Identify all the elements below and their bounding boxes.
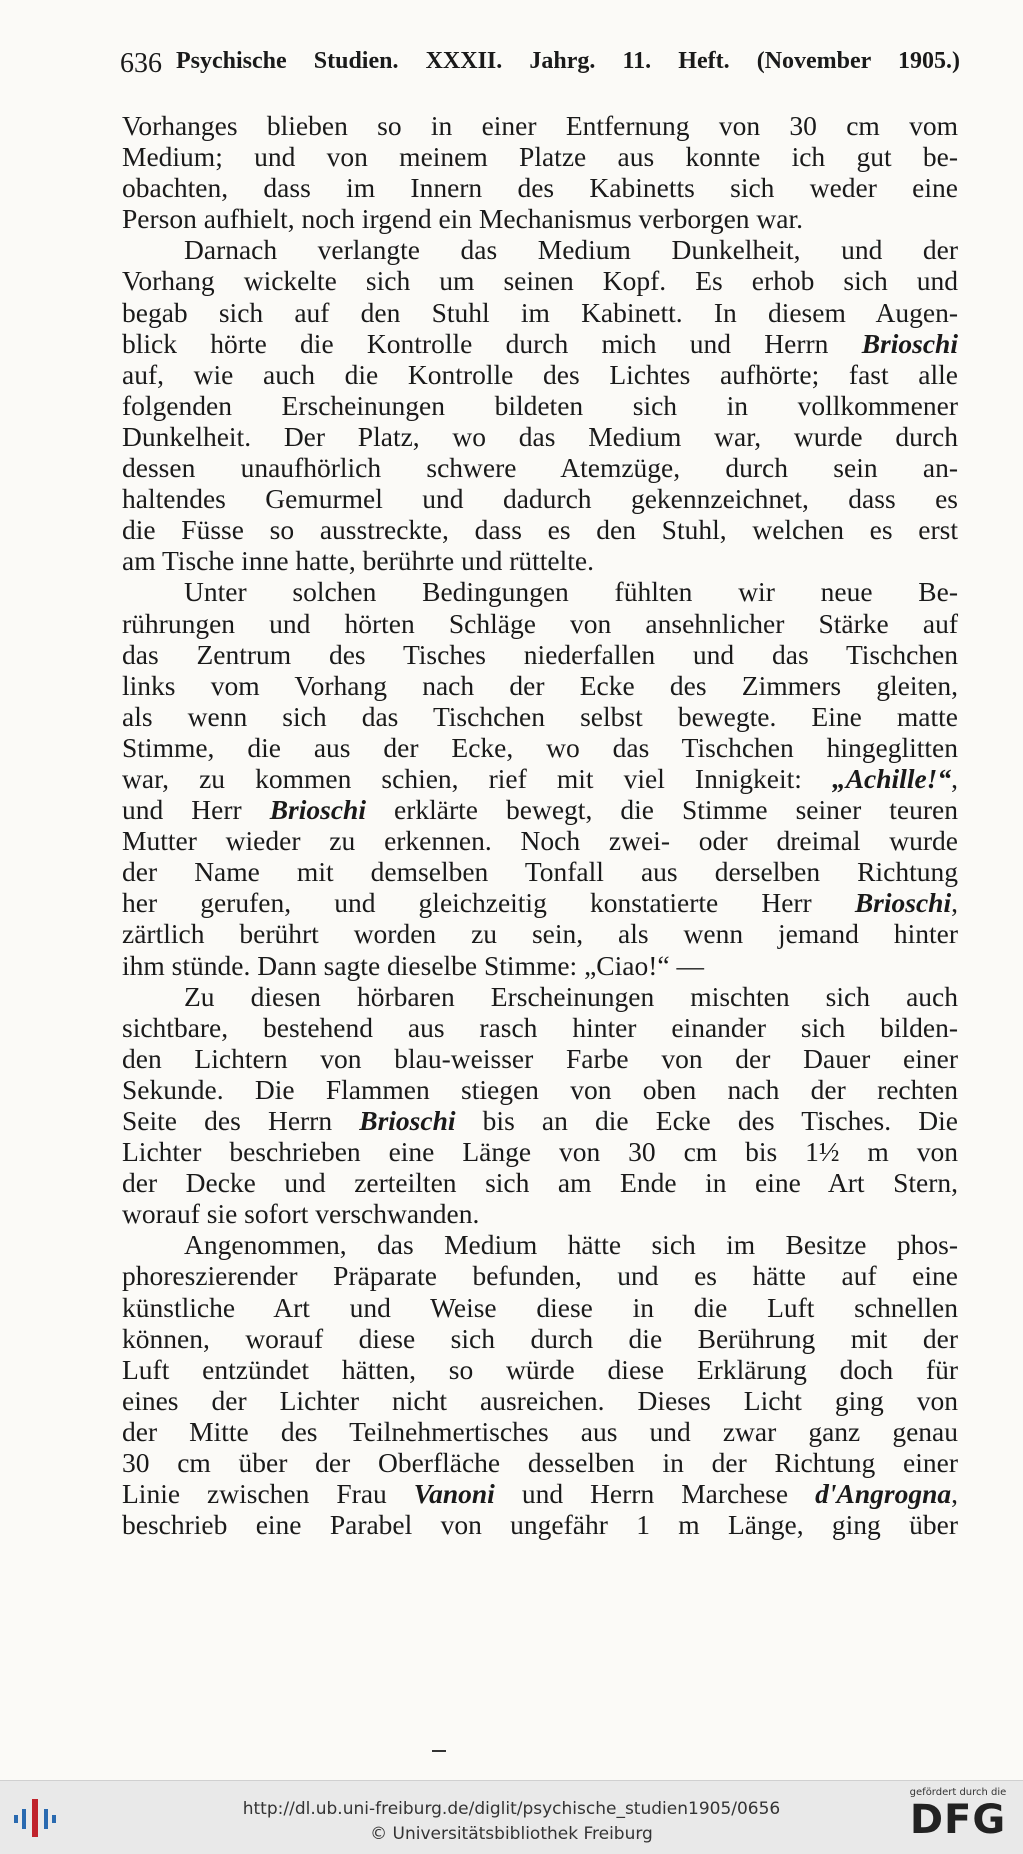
text-line <box>122 1447 958 1478</box>
text-line <box>122 203 958 234</box>
text-line <box>122 359 958 390</box>
source-url[interactable]: http://dl.ub.uni-freiburg.de/diglit/psychische_studien1905/0656 <box>242 1799 781 1819</box>
viewer-footer <box>0 1780 1023 1854</box>
text-line <box>122 1198 958 1229</box>
text-line <box>122 763 958 794</box>
text-line <box>122 1136 958 1167</box>
text-run: sichtbare, bestehend aus rasch hinter einander sich bilden- <box>122 1011 958 1043</box>
emphasized-name: „Achille!“ <box>831 762 952 794</box>
text-line <box>122 1167 958 1198</box>
text-run: phoreszierender Präparate befunden, und es hätte auf eine <box>122 1260 958 1292</box>
text-run: erklärte bewegt, die Stimme seiner teuren <box>366 794 959 826</box>
text-line <box>122 483 958 514</box>
text-run: her gerufen, und gleichzeitig konstatierte Herr <box>122 887 855 919</box>
text-line <box>122 1385 958 1416</box>
running-title: Psychische Studien. XXXII. Jahrg. 11. Heft. (November 1905.) <box>176 48 960 74</box>
text-run: die Füsse so ausstreckte, dass es den Stuhl, welchen es erst <box>122 514 958 546</box>
text-run: Sekunde. Die Flammen stiegen von oben nach der rechten <box>122 1073 958 1105</box>
text-line <box>122 950 958 981</box>
text-line <box>122 1416 958 1447</box>
text-run: rührungen und hörten Schläge von ansehnlicher Stärke auf <box>122 607 958 639</box>
text-run: blick hörte die Kontrolle durch mich und Herrn <box>122 327 862 359</box>
text-run: Angenommen, das Medium hätte sich im Besitze phos- <box>184 1229 958 1261</box>
text-line <box>122 1074 958 1105</box>
text-line <box>122 452 958 483</box>
text-run: worauf sie sofort verschwanden. <box>122 1198 480 1230</box>
text-line <box>122 265 958 296</box>
dfg-logo <box>903 1787 1013 1849</box>
text-line <box>122 825 958 856</box>
page-end-mark <box>432 1750 446 1752</box>
text-run: Vorhang wickelte sich um seinen Kopf. Es erhob sich und <box>122 265 958 297</box>
text-run: Luft entzündet hätten, so würde diese Erklärung doch für <box>122 1353 958 1385</box>
text-line <box>122 1105 958 1136</box>
dfg-wordmark: DFG <box>909 1797 1007 1843</box>
text-run: der Decke und zerteilten sich am Ende in eine Art Stern, <box>122 1167 958 1199</box>
text-run: Vorhanges blieben so in einer Entfernung von 30 cm vom <box>122 110 958 141</box>
text-run: Darnach verlangte das Medium Dunkelheit, und der <box>184 234 958 266</box>
text-line <box>122 639 958 670</box>
text-line <box>122 234 958 265</box>
text-line <box>122 576 958 607</box>
text-run: können, worauf diese sich durch die Berührung mit der <box>122 1322 958 1354</box>
text-line <box>122 141 958 172</box>
text-line <box>122 1260 958 1291</box>
text-line <box>122 918 958 949</box>
text-run: Unter solchen Bedingungen fühlten wir neue Be- <box>184 576 958 608</box>
text-run: links vom Vorhang nach der Ecke des Zimmers gleiten, <box>122 669 958 701</box>
text-line <box>122 297 958 328</box>
text-line <box>122 732 958 763</box>
text-line <box>122 1229 958 1260</box>
text-run: dessen unaufhörlich schwere Atemzüge, durch sein an- <box>122 452 958 484</box>
text-run: Medium; und von meinem Platze aus konnte ich gut be- <box>122 141 958 173</box>
text-line <box>122 1323 958 1354</box>
text-run: begab sich auf den Stuhl im Kabinett. In diesem Augen- <box>122 296 958 328</box>
text-run: zärtlich berührt worden zu sein, als wenn jemand hinter <box>122 918 958 950</box>
text-run: obachten, dass im Innern des Kabinetts sich weder eine <box>122 172 958 204</box>
text-line <box>122 1354 958 1385</box>
text-run: 30 cm über der Oberfläche desselben in der Richtung einer <box>122 1447 958 1479</box>
text-line <box>122 856 958 887</box>
text-run: als wenn sich das Tischchen selbst bewegte. Eine matte <box>122 700 958 732</box>
text-run: und Herr <box>122 794 270 826</box>
emphasized-name: d'Angrogna <box>815 1478 952 1510</box>
text-line <box>122 514 958 545</box>
text-line <box>122 421 958 452</box>
text-run: beschrieb eine Parabel von ungefähr 1 m Länge, ging über <box>122 1509 958 1541</box>
text-run: folgenden Erscheinungen bildeten sich in vollkommener <box>122 389 958 421</box>
emphasized-name: Vanoni <box>413 1478 495 1510</box>
text-run: am Tische inne hatte, berührte und rüttelte. <box>122 545 594 577</box>
text-run: der Mitte des Teilnehmertisches aus und zwar ganz genau <box>122 1415 958 1447</box>
text-line <box>122 1043 958 1074</box>
text-run: der Name mit demselben Tonfall aus derselben Richtung <box>122 856 958 888</box>
text-run: ihm stünde. Dann sagte dieselbe Stimme: „Ciao!“ — <box>122 949 704 981</box>
text-line <box>122 608 958 639</box>
emphasized-name: Brioschi <box>359 1105 456 1136</box>
text-run: Stimme, die aus der Ecke, wo das Tischchen hingeglitten <box>122 731 958 763</box>
text-line <box>122 887 958 918</box>
text-line <box>122 1478 958 1509</box>
body-text <box>122 110 958 1540</box>
emphasized-name: Brioschi <box>854 887 952 919</box>
text-run: Dunkelheit. Der Platz, wo das Medium war, wurde durch <box>122 420 958 452</box>
text-run: , <box>951 1478 959 1510</box>
text-line <box>122 545 958 576</box>
text-run: das Zentrum des Tisches niederfallen und das Tischchen <box>122 638 958 670</box>
text-run: Person aufhielt, noch irgend ein Mechanismus verborgen war. <box>122 203 803 235</box>
running-header <box>120 48 960 80</box>
text-line <box>122 701 958 732</box>
text-run: Zu diesen hörbaren Erscheinungen mischten sich auch <box>184 980 958 1012</box>
copyright-notice: © Universitätsbibliothek Freiburg <box>370 1824 653 1844</box>
text-line <box>122 1292 958 1323</box>
dfg-caption: gefördert durch die <box>909 1787 1007 1798</box>
page-number: 636 <box>120 48 162 79</box>
text-line <box>122 794 958 825</box>
text-run: und Herrn Marchese <box>494 1478 816 1510</box>
emphasized-name: Brioschi <box>269 794 366 826</box>
text-line <box>122 981 958 1012</box>
text-run: , <box>951 887 958 919</box>
text-line <box>122 1012 958 1043</box>
text-run: , <box>951 762 958 794</box>
text-run: Mutter wieder zu erkennen. Noch zwei- oder dreimal wurde <box>122 825 958 857</box>
text-line <box>122 1509 958 1540</box>
text-run: bis an die Ecke des Tisches. Die <box>455 1105 958 1136</box>
text-run: war, zu kommen schien, rief mit viel Innigkeit: <box>122 762 832 794</box>
emphasized-name: Brioschi <box>861 327 958 359</box>
text-line <box>122 172 958 203</box>
text-run: den Lichtern von blau-weisser Farbe von der Dauer einer <box>122 1042 958 1074</box>
text-run: künstliche Art und Weise diese in die Luft schnellen <box>122 1291 958 1323</box>
text-run: Lichter beschrieben eine Länge von 30 cm bis 1½ m von <box>122 1136 958 1168</box>
text-run: eines der Lichter nicht ausreichen. Dieses Licht ging von <box>122 1384 958 1416</box>
text-run: Linie zwischen Frau <box>122 1478 414 1510</box>
text-line <box>122 670 958 701</box>
text-line <box>122 110 958 141</box>
text-run: Seite des Herrn <box>122 1105 360 1136</box>
text-run: haltendes Gemurmel und dadurch gekennzeichnet, dass es <box>122 483 958 515</box>
text-line <box>122 390 958 421</box>
text-run: auf, wie auch die Kontrolle des Lichtes aufhörte; fast alle <box>122 358 958 390</box>
text-line <box>122 328 958 359</box>
